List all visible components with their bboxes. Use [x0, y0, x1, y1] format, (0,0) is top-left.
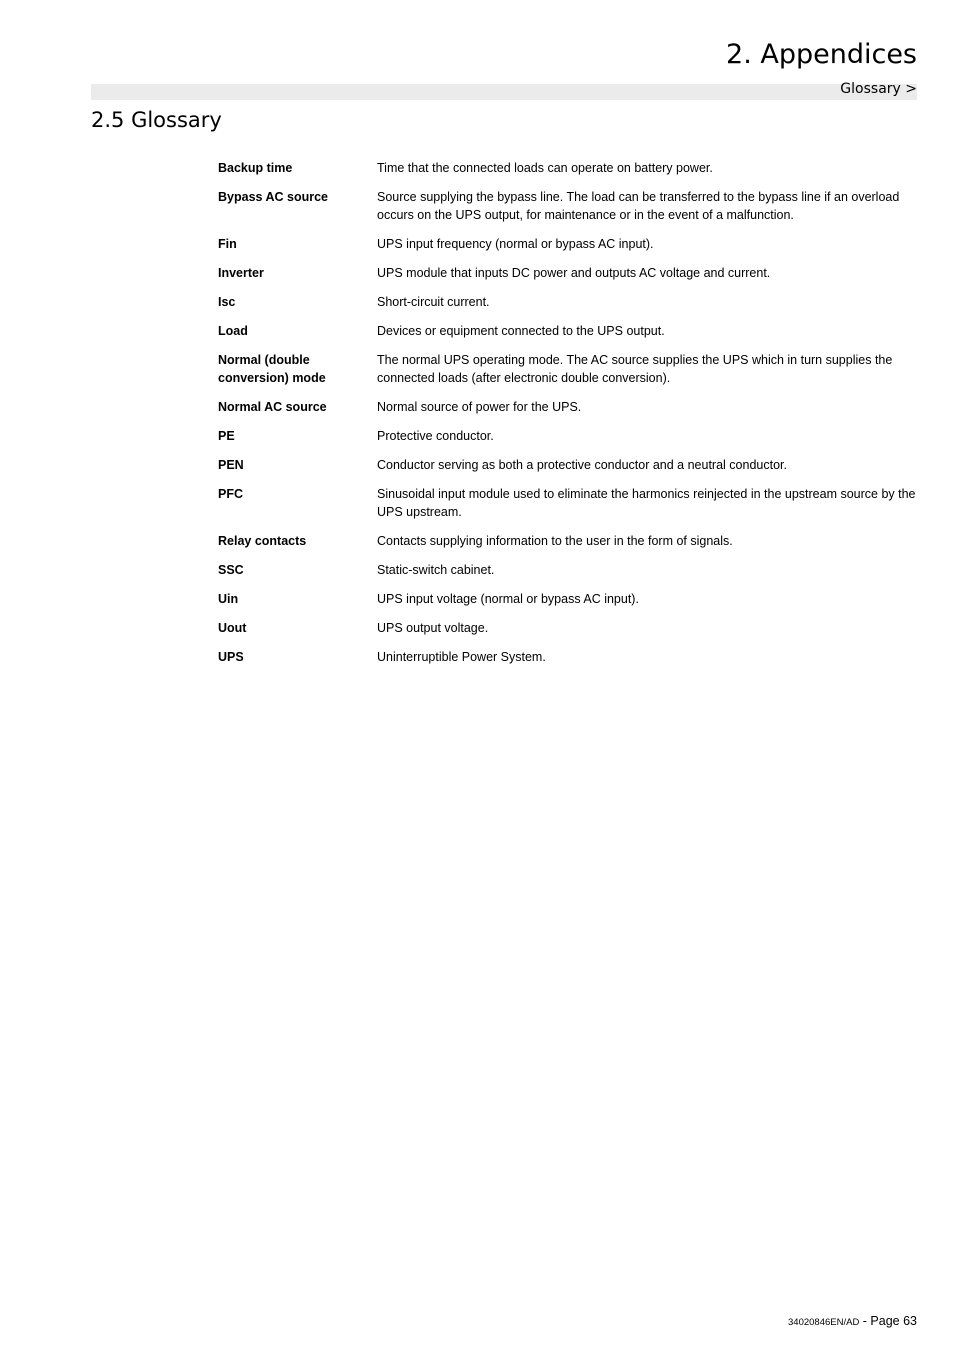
glossary-definition: The normal UPS operating mode. The AC source supplies the UPS which in turn supplies the connected loads (after electronic double conversion). — [377, 353, 893, 385]
glossary-definition: Sinusoidal input module used to eliminate the harmonics reinjected in the upstream source by the UPS upstream. — [377, 487, 916, 519]
glossary-definition: UPS input frequency (normal or bypass AC input). — [377, 237, 654, 251]
glossary-entry — [218, 532, 918, 550]
glossary-definition: Short-circuit current. — [377, 295, 490, 309]
glossary-term: Relay contacts — [218, 534, 307, 548]
glossary-definition: Normal source of power for the UPS. — [377, 400, 582, 414]
glossary-entry — [218, 398, 918, 416]
breadcrumb: Glossary > — [840, 81, 917, 97]
section-title: 2.5 Glossary — [91, 108, 222, 132]
glossary-definition: Source supplying the bypass line. The load can be transferred to the bypass line if an overload occurs on the UPS output, for maintenance or in the event of a malfunction. — [377, 190, 900, 222]
glossary-definition: Uninterruptible Power System. — [377, 650, 546, 664]
chapter-title: 2. Appendices — [726, 39, 917, 70]
glossary-definition: UPS input voltage (normal or bypass AC input). — [377, 592, 639, 606]
glossary-term: PEN — [218, 458, 244, 472]
glossary-term: Backup time — [218, 161, 293, 175]
glossary-definition: Devices or equipment connected to the UPS output. — [377, 324, 665, 338]
document-code: 34020846EN/AD — [788, 1317, 860, 1328]
glossary-entry — [218, 590, 918, 608]
glossary-term: PE — [218, 429, 235, 443]
glossary-term: Normal AC source — [218, 400, 327, 414]
glossary-entry — [218, 427, 918, 445]
glossary-term: Inverter — [218, 266, 264, 280]
glossary-entry — [218, 159, 918, 177]
glossary-entry — [218, 188, 918, 224]
glossary-definition: Conductor serving as both a protective conductor and a neutral conductor. — [377, 458, 787, 472]
glossary-entry — [218, 485, 918, 521]
glossary-list — [218, 159, 918, 677]
glossary-definition: Contacts supplying information to the user in the form of signals. — [377, 534, 733, 548]
glossary-entry — [218, 619, 918, 637]
glossary-entry — [218, 264, 918, 282]
glossary-definition: UPS output voltage. — [377, 621, 489, 635]
glossary-entry — [218, 293, 918, 311]
glossary-term: Uin — [218, 592, 239, 606]
glossary-entry — [218, 322, 918, 340]
glossary-definition: Time that the connected loads can operate on battery power. — [377, 161, 713, 175]
glossary-term: Bypass AC source — [218, 190, 328, 204]
glossary-definition: UPS module that inputs DC power and outputs AC voltage and current. — [377, 266, 771, 280]
glossary-term: PFC — [218, 487, 243, 501]
glossary-definition: Protective conductor. — [377, 429, 494, 443]
page-number: - Page 63 — [859, 1314, 917, 1328]
glossary-definition: Static-switch cabinet. — [377, 563, 495, 577]
glossary-term: UPS — [218, 650, 244, 664]
page-footer — [788, 1313, 917, 1331]
glossary-entry — [218, 561, 918, 579]
glossary-term: Fin — [218, 237, 237, 251]
glossary-entry — [218, 648, 918, 666]
glossary-term: SSC — [218, 563, 244, 577]
breadcrumb-bar — [91, 84, 917, 100]
glossary-term: Normal (double conversion) mode — [218, 353, 326, 385]
glossary-term: Uout — [218, 621, 247, 635]
glossary-entry — [218, 351, 918, 387]
glossary-entry — [218, 456, 918, 474]
glossary-term: Load — [218, 324, 248, 338]
glossary-entry — [218, 235, 918, 253]
glossary-term: Isc — [218, 295, 236, 309]
